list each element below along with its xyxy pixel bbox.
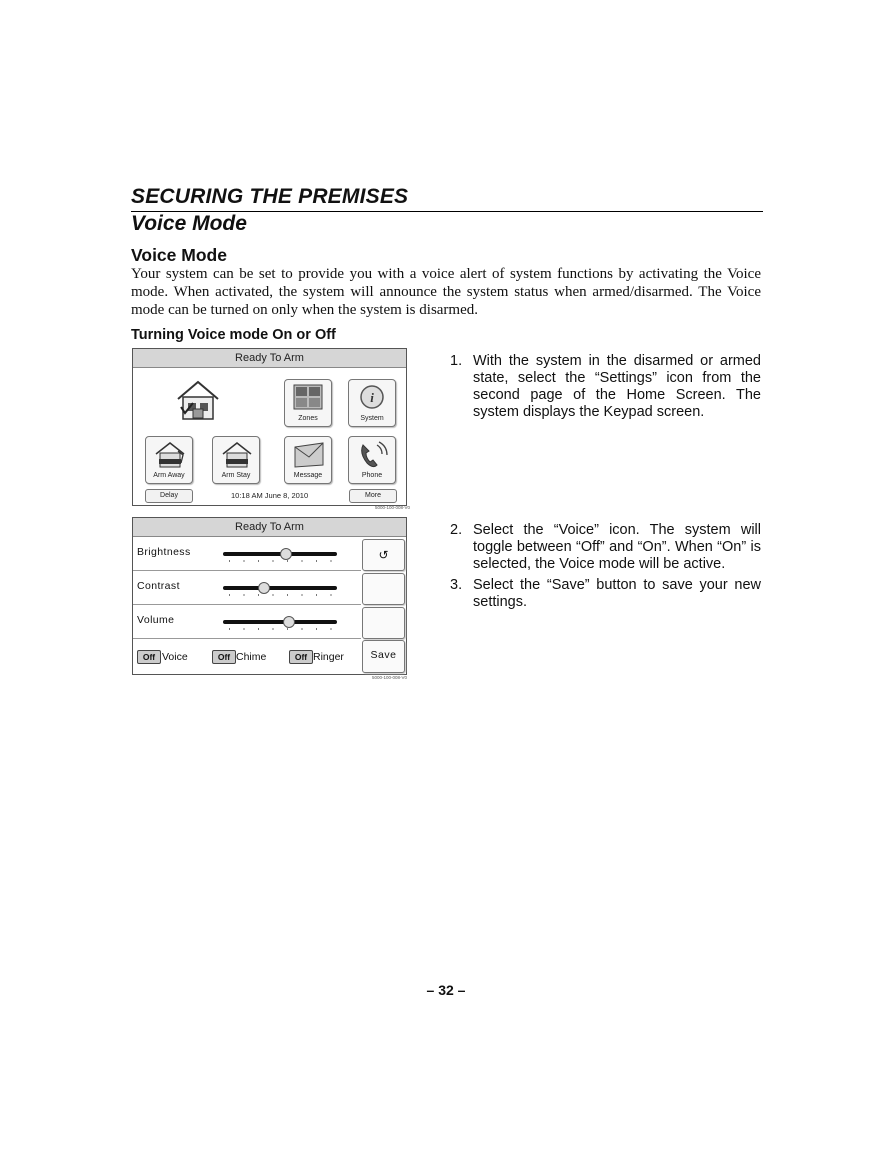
zones-icon (293, 384, 323, 412)
step-1-number: 1. (450, 353, 463, 369)
step-2-number: 2. (450, 522, 463, 538)
datetime-text: 10:18 AM June 8, 2010 (231, 491, 309, 500)
brightness-slider[interactable] (223, 552, 337, 556)
contrast-knob[interactable] (258, 582, 270, 594)
volume-slider[interactable] (223, 620, 337, 624)
contrast-slider[interactable] (223, 586, 337, 590)
ringer-label: Ringer (313, 651, 344, 663)
arm-away-icon (154, 441, 186, 469)
intro-paragraph: Your system can be set to provide you with a voice alert of system functions by activating the Voice mode. When activated, the system will announce the system status when armed/disarmed. The Voice mode can be turned on only when the system is disarmed. (131, 266, 761, 318)
step-1-text: With the system in the disarmed or armed state, select the “Settings” icon from the second page of the Home Screen. The system displays the Keypad screen. (473, 353, 761, 420)
step-3-number: 3. (450, 577, 463, 593)
volume-label: Volume (137, 614, 175, 626)
phone-tile[interactable] (348, 436, 396, 484)
settings-screen-figure (132, 517, 407, 675)
phone-label: Phone (361, 472, 383, 479)
volume-ticks (229, 628, 333, 630)
step-3-text: Select the “Save” button to save your new settings. (473, 577, 761, 610)
more-button[interactable]: More (349, 489, 397, 503)
voice-toggle-button[interactable]: Off (137, 650, 161, 664)
section-heading: Voice Mode (131, 245, 227, 265)
settings-status-bar: Ready To Arm (133, 518, 406, 537)
arm-stay-tile[interactable] (212, 436, 260, 484)
chapter-title: SECURING THE PREMISES (131, 184, 763, 212)
home-status-bar: Ready To Arm (133, 349, 406, 368)
message-label: Message (293, 472, 323, 479)
chime-toggle-button[interactable]: Off (212, 650, 236, 664)
info-icon (357, 384, 387, 412)
subsection-heading: Turning Voice mode On or Off (131, 327, 336, 343)
home-figure-code: 5000-100-008-V0 (375, 505, 411, 510)
brightness-row (133, 537, 361, 571)
blank-button-2[interactable] (362, 607, 405, 639)
brightness-label: Brightness (137, 546, 191, 558)
delay-button[interactable]: Delay (145, 489, 193, 503)
save-label: Save (370, 649, 397, 661)
arm-stay-icon (221, 441, 253, 469)
volume-knob[interactable] (283, 616, 295, 628)
brightness-knob[interactable] (280, 548, 292, 560)
voice-label: Voice (162, 651, 188, 663)
message-tile[interactable] (284, 436, 332, 484)
contrast-label: Contrast (137, 580, 180, 592)
volume-row (133, 605, 361, 639)
subchapter-title: Voice Mode (131, 212, 247, 235)
step-2-text: Select the “Voice” icon. The system will toggle between “Off” and “On”. When “On” is selected, the Voice mode will be active. (473, 522, 761, 572)
home-screen-figure (132, 348, 407, 506)
back-arrow-icon: ↺ (378, 548, 389, 562)
page-number: – 32 – (426, 982, 466, 998)
chime-label: Chime (236, 651, 267, 663)
arm-away-label: Arm Away (153, 472, 185, 479)
phone-icon (357, 441, 389, 469)
back-button[interactable] (362, 539, 405, 571)
svg-text:i: i (370, 390, 374, 405)
house-status-icon (175, 379, 221, 428)
system-tile[interactable] (348, 379, 396, 427)
brightness-ticks (229, 560, 333, 562)
arm-stay-label: Arm Stay (221, 472, 251, 479)
ringer-toggle-button[interactable]: Off (289, 650, 313, 664)
arm-away-tile[interactable] (145, 436, 193, 484)
toggle-row (133, 639, 361, 673)
settings-figure-code: 5000-100-008-V0 (372, 675, 408, 680)
contrast-ticks (229, 594, 333, 596)
zones-label: Zones (298, 415, 318, 422)
contrast-row (133, 571, 361, 605)
zones-tile[interactable] (284, 379, 332, 427)
system-label: System (360, 415, 384, 422)
blank-button-1[interactable] (362, 573, 405, 605)
save-button[interactable] (362, 640, 405, 673)
envelope-icon (293, 441, 325, 469)
